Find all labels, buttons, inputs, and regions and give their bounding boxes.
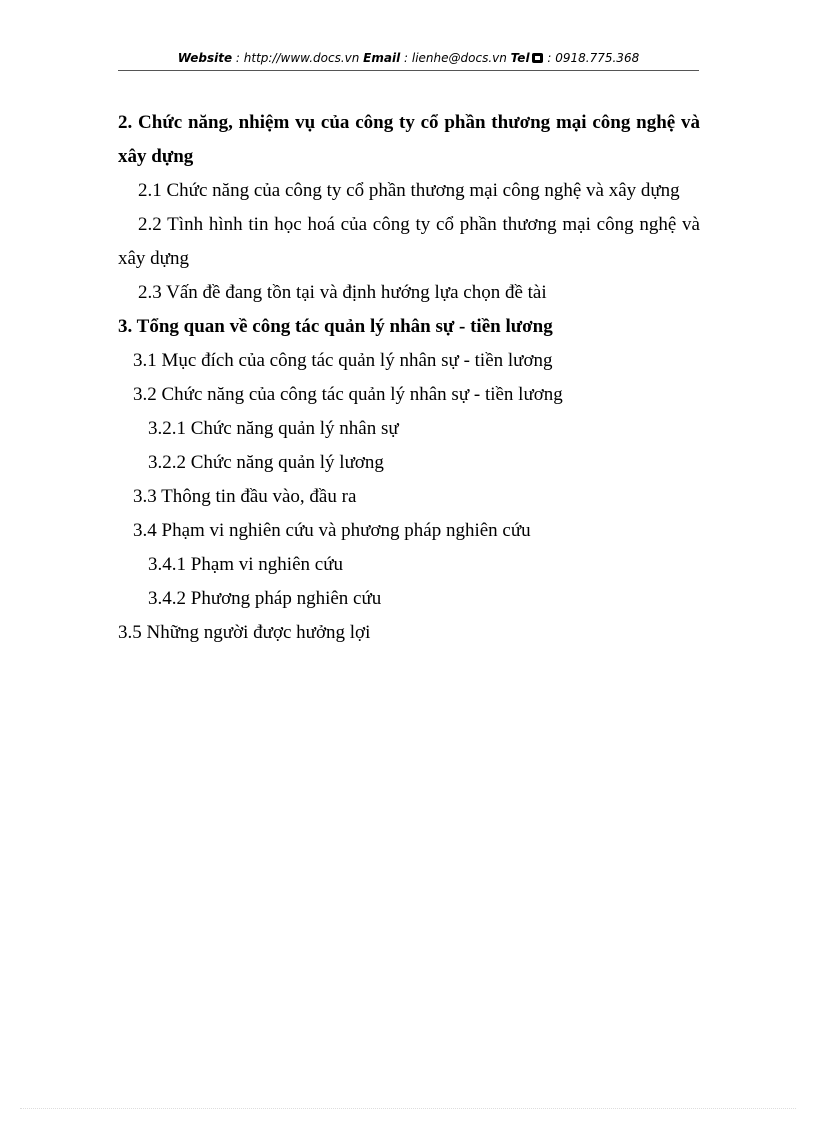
website-value: : http://www.docs.vn bbox=[232, 51, 364, 65]
toc-entry: 3.4.1 Phạm vi nghiên cứu bbox=[148, 554, 344, 575]
toc-section-heading: 2. Chức năng, nhiệm vụ của công ty cổ phần thương mại công nghệ và xây dựng bbox=[118, 112, 700, 167]
toc-entry: 3.4 Phạm vi nghiên cứu và phương pháp nghiên cứu bbox=[133, 520, 531, 541]
toc-entry: 2.2 Tình hình tin học hoá của công ty cổ phần thương mại công nghệ và xây dựng bbox=[118, 214, 700, 269]
toc-entry: 3.3 Thông tin đầu vào, đầu ra bbox=[133, 486, 357, 507]
page-bottom-divider bbox=[20, 1108, 796, 1109]
toc-entry: 3.4.2 Phương pháp nghiên cứu bbox=[148, 588, 382, 609]
toc-entry: 3.2.2 Chức năng quản lý lương bbox=[148, 452, 384, 473]
toc-entry: 3.2 Chức năng của công tác quản lý nhân sự - tiền lương bbox=[133, 384, 563, 405]
email-value: : lienhe@docs.vn bbox=[400, 51, 511, 65]
website-label: Website bbox=[177, 51, 233, 65]
toc-entry: 2.3 Vấn đề đang tồn tại và định hướng lựa chọn đề tài bbox=[138, 282, 547, 303]
header-divider bbox=[118, 70, 699, 71]
tel-label: Tel bbox=[510, 51, 530, 65]
email-label: Email bbox=[363, 51, 401, 65]
page-header bbox=[118, 50, 699, 66]
toc-entry: 3.5 Những người được hưởng lợi bbox=[118, 622, 371, 643]
tel-value: : 0918.775.368 bbox=[543, 51, 640, 65]
toc-entry: 3.2.1 Chức năng quản lý nhân sự bbox=[148, 418, 399, 439]
phone-icon bbox=[532, 53, 543, 63]
toc-entry: 2.1 Chức năng của công ty cổ phần thương mại công nghệ và xây dựng bbox=[138, 180, 680, 201]
toc-section-heading: 3. Tổng quan về công tác quản lý nhân sự - tiền lương bbox=[118, 316, 553, 337]
toc-entry: 3.1 Mục đích của công tác quản lý nhân sự - tiền lương bbox=[133, 350, 553, 371]
table-of-contents bbox=[118, 106, 700, 650]
